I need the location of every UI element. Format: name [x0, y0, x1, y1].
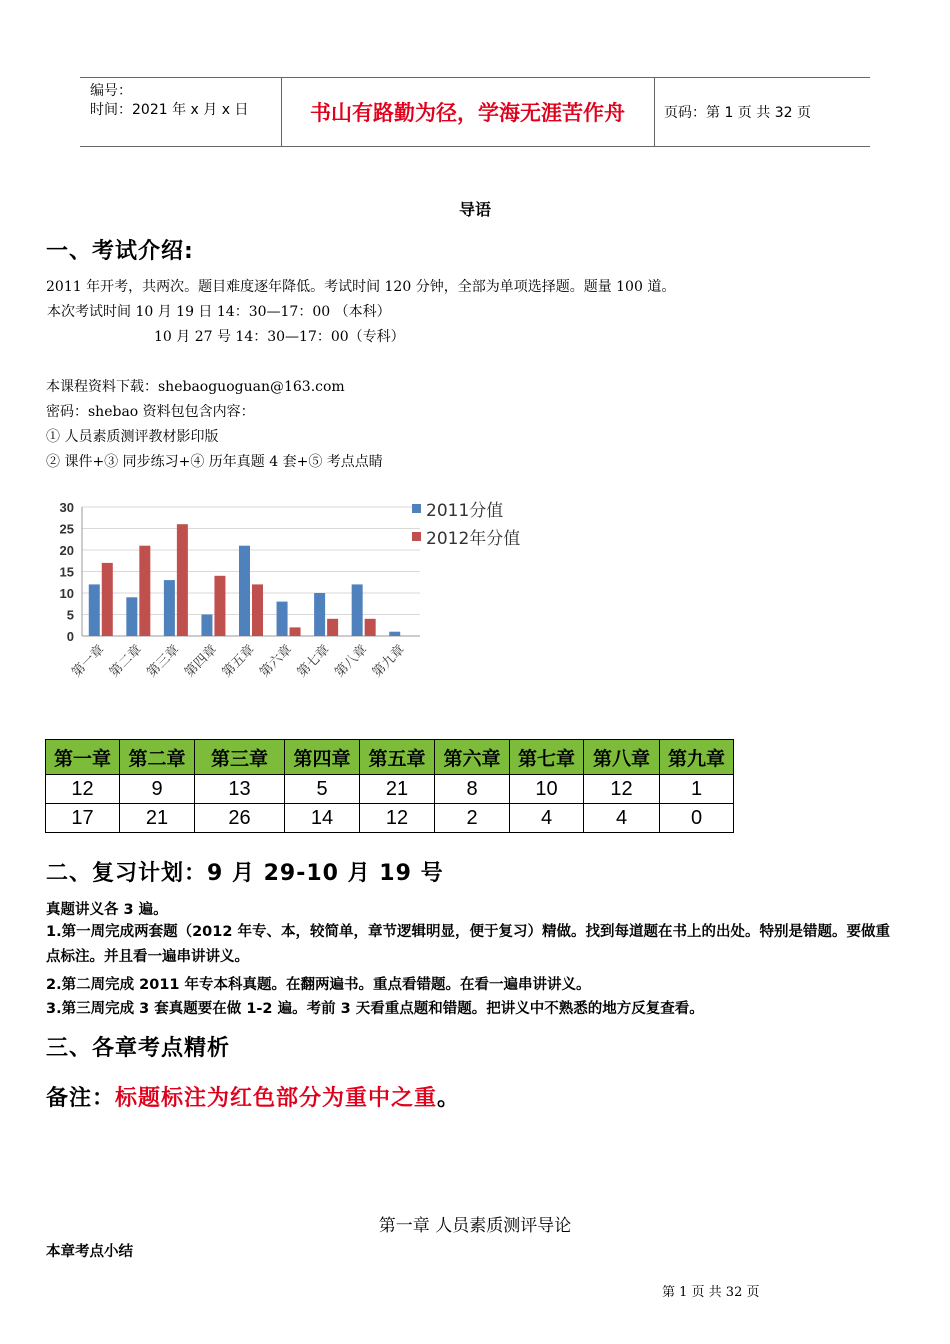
bar	[214, 576, 225, 636]
bar	[126, 597, 137, 636]
table-cell: 1	[660, 775, 734, 804]
x-tick-label: 第八章	[332, 642, 371, 681]
table-cell: 2	[435, 804, 510, 833]
important-note	[46, 1081, 460, 1112]
chapter1-summary: 本章考点小结	[46, 1244, 133, 1260]
serial-label: 编号：	[90, 83, 132, 99]
bar	[327, 619, 338, 636]
table-cell: 21	[120, 804, 195, 833]
table-cell: 17	[46, 804, 120, 833]
table-cell: 第四章	[285, 740, 360, 775]
bar	[314, 593, 325, 636]
x-tick-label: 第二章	[106, 642, 146, 681]
y-tick-label: 20	[59, 543, 74, 558]
table-header-row	[46, 740, 734, 775]
chapter1-title: 第一章 人员素质测评导论	[378, 1216, 572, 1236]
bar	[89, 584, 100, 636]
legend-label: 2012年分值	[426, 529, 521, 549]
table-cell: 第六章	[435, 740, 510, 775]
x-tick-label: 第七章	[294, 642, 333, 681]
bar	[290, 627, 301, 636]
section2-heading: 二、复习计划：9 月 29-10 月 19 号	[46, 861, 444, 886]
bar	[139, 546, 150, 636]
exam-info-line: 2011 年开考，共两次。题目难度逐年降低。考试时间 120 分钟，全部为单项选择题。题量 100 道。	[46, 279, 676, 295]
exam-time-college: 10 月 27 号 14：30—17：00（专科）	[154, 329, 405, 345]
legend-swatch	[412, 504, 421, 513]
note-label: 备注：	[46, 1086, 116, 1111]
bar	[352, 584, 363, 636]
section3-heading: 三、各章考点精析	[46, 1036, 231, 1061]
page-footer: 第 1 页 共 32 页	[662, 1285, 760, 1300]
y-tick-label: 10	[59, 586, 74, 601]
table-cell: 第七章	[510, 740, 584, 775]
table-cell: 0	[660, 804, 734, 833]
document-header	[80, 77, 870, 147]
bar	[239, 546, 250, 636]
package-item-2: ② 课件+③ 同步练习+④ 历年真题 4 套+⑤ 考点点睛	[46, 454, 383, 470]
table-cell: 5	[285, 775, 360, 804]
x-tick-label: 第六章	[257, 642, 296, 681]
header-meta	[90, 82, 248, 120]
header-page-info: 页码：第 1 页 共 32 页	[664, 105, 811, 121]
legend-label: 2011分值	[426, 501, 504, 521]
y-tick-label: 15	[59, 564, 74, 580]
intro-title: 导语	[458, 200, 491, 219]
bar	[365, 619, 376, 636]
bar	[277, 602, 288, 636]
table-cell: 14	[285, 804, 360, 833]
y-tick-label: 0	[66, 629, 74, 644]
y-tick-label: 5	[66, 607, 74, 623]
exam-time-undergrad: 本次考试时间 10 月 19 日 14：30—17：00 （本科）	[47, 304, 391, 320]
table-cell: 12	[584, 775, 660, 804]
table-row	[46, 775, 734, 804]
table-row	[46, 804, 734, 833]
table-cell: 10	[510, 775, 584, 804]
table-cell: 第二章	[120, 740, 195, 775]
password-info: 密码：shebao 资料包包含内容：	[46, 404, 255, 420]
table-cell: 26	[195, 804, 285, 833]
package-item-1: ① 人员素质测评教材影印版	[46, 429, 219, 445]
bar	[389, 632, 400, 636]
download-info: 本课程资料下载：shebaoguoguan@163.com	[46, 379, 345, 395]
y-tick-label: 30	[59, 500, 74, 515]
table-cell: 13	[195, 775, 285, 804]
header-divider	[654, 78, 655, 146]
x-tick-label: 第九章	[369, 642, 409, 681]
bar	[164, 580, 175, 636]
table-cell: 8	[435, 775, 510, 804]
date-label: 时间：2021 年 x 月 x 日	[90, 102, 249, 118]
table-cell: 12	[46, 775, 120, 804]
review-intro: 真题讲义各 3 遍。	[46, 902, 168, 918]
review-week-2: 2.第二周完成 2011 年专本科真题。在翻两遍书。重点看错题。在看一遍串讲讲义。	[46, 977, 591, 993]
review-week-1: 1.第一周完成两套题（2012 年专、本，较简单，章节逻辑明显，便于复习）精做。找到每道题在书上的出处。特别是错题。要做重点标注。并且看一遍串讲讲义。	[46, 924, 890, 965]
x-tick-label: 第四章	[182, 642, 221, 681]
table-cell: 4	[584, 804, 660, 833]
legend-swatch	[412, 532, 421, 541]
x-tick-label: 第五章	[219, 642, 258, 681]
bar	[252, 584, 263, 636]
header-motto: 书山有路勤为径，学海无涯苦作舟	[310, 100, 625, 125]
bar	[177, 524, 188, 636]
bar	[201, 615, 212, 637]
bar	[102, 563, 113, 636]
table-cell: 9	[120, 775, 195, 804]
note-text: 标题标注为红色部分为重中之重	[115, 1086, 438, 1111]
x-tick-label: 第一章	[69, 642, 108, 681]
y-tick-label: 25	[59, 521, 74, 537]
score-table	[45, 739, 734, 833]
table-cell: 第八章	[584, 740, 660, 775]
x-tick-label: 第三章	[144, 642, 183, 681]
table-cell: 第五章	[360, 740, 435, 775]
review-week-3: 3.第三周完成 3 套真题要在做 1-2 遍。考前 3 天看重点题和错题。把讲义中不熟悉的地方反复查看。	[46, 1001, 704, 1017]
section1-heading: 一、考试介绍:	[46, 239, 194, 264]
table-cell: 第一章	[46, 740, 120, 775]
table-cell: 第三章	[195, 740, 285, 775]
table-cell: 21	[360, 775, 435, 804]
table-cell: 12	[360, 804, 435, 833]
note-end: 。	[437, 1086, 461, 1111]
table-cell: 4	[510, 804, 584, 833]
table-cell: 第九章	[660, 740, 734, 775]
